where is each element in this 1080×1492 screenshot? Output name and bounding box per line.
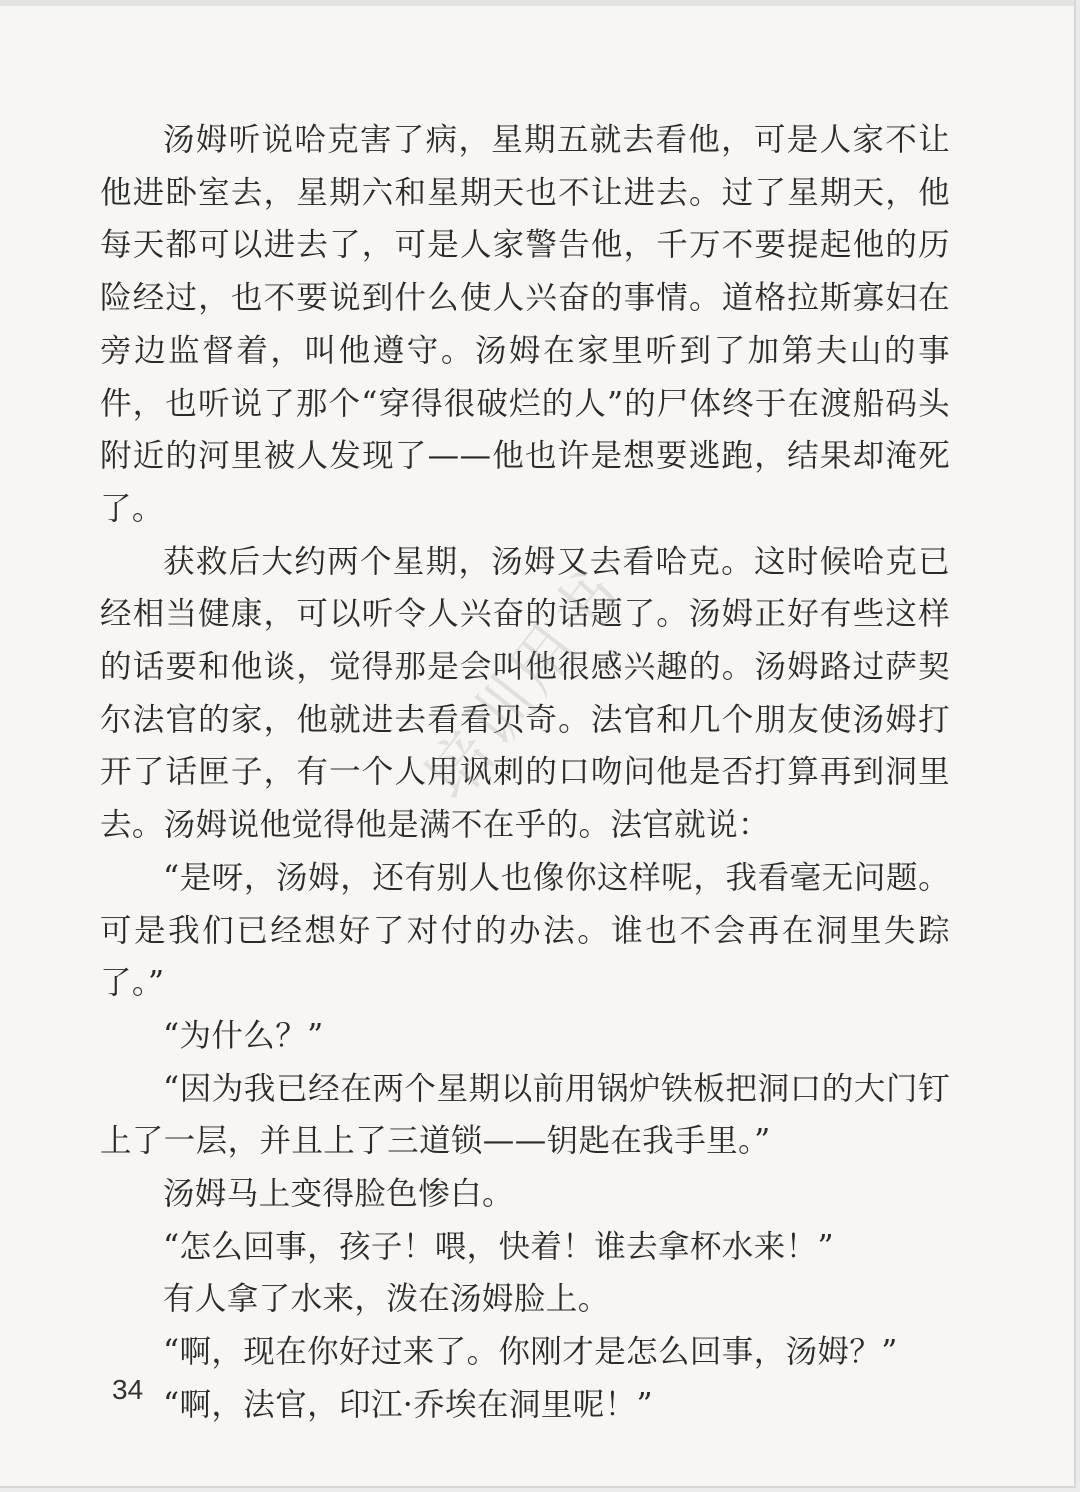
paragraph-1: 汤姆听说哈克害了病，星期五就去看他，可是人家不让他进卧室去，星期六和星期天也不让进去。过了星期天，他每天都可以进去了，可是人家警告他，千万不要提起他的历险经过，也不要说到什么使人兴奋的事情。道格拉斯寡妇在旁边监督着，叫他遵守。汤姆在家里听到了加第夫山的事件，也听说了那个“穿得很破烂的人”的尸体终于在渡船码头附近的河里被人发现了——他也许是想要逃跑，结果却淹死了。 [100,122,950,527]
body-text [100,114,950,1432]
paragraph-9: “啊，现在你好过来了。你刚才是怎么回事，汤姆？” [163,1334,898,1371]
paragraph-8: 有人拿了水来，泼在汤姆脸上。 [163,1281,610,1318]
watermark: 培训用书 [411,554,638,815]
paragraph-4: “为什么？” [163,1017,324,1054]
paragraph-5: “因为我已经在两个星期以前用锅炉铁板把洞口的大门钉上了一层，并且上了三道锁——钥匙在我手里。” [100,1070,950,1160]
page-number: 34 [112,1374,144,1405]
paragraph-3: “是呀，汤姆，还有别人也像你这样呢，我看毫无问题。可是我们已经想好了对付的办法。谁也不会再在洞里失踪了。” [100,859,950,1002]
paragraph-10: “啊，法官，印江·乔埃在洞里呢！” [163,1386,654,1423]
page-top-edge [0,0,1074,6]
paragraph-2: 获救后大约两个星期，汤姆又去看哈克。这时候哈克已经相当健康，可以听令人兴奋的话题了。汤姆正好有些这样的话要和他谈，觉得那是会叫他很感兴趣的。汤姆路过萨契尔法官的家，他就进去看看贝奇。法官和几个朋友使汤姆打开了话匣子，有一个人用讽刺的口吻问他是否打算再到洞里去。汤姆说他觉得他是满不在乎的。法官就说： [100,543,950,844]
paragraph-6: 汤姆马上变得脸色惨白。 [163,1176,514,1213]
paragraph-7: “怎么回事，孩子！喂，快着！谁去拿杯水来！” [163,1228,835,1265]
